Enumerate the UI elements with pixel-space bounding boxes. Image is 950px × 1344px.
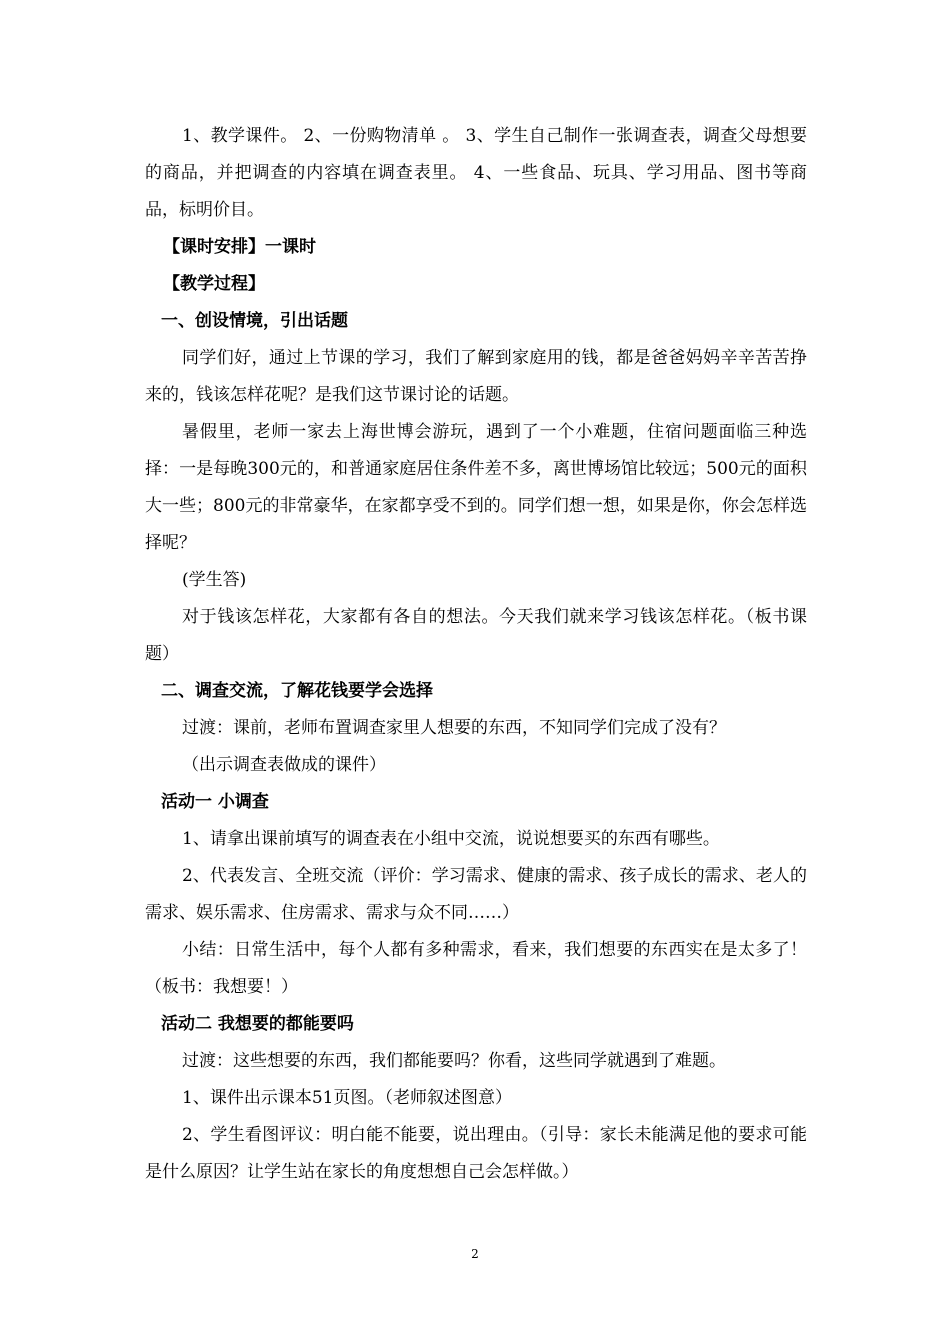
activity-two-heading: 活动二 我想要的都能要吗: [161, 1014, 354, 1034]
story-paragraph: 暑假里，老师一家去上海世博会游玩，遇到了一个小难题，住宿问题面临三种选择：一是每晚300元的，和普通家庭居住条件差不多，离世博场馆比较远；500元的面积大一些；800元的非常豪华，在家都享受不到的。同学们想一想，如果是你，你会怎样选择呢？: [145, 422, 807, 553]
section-one-heading: 一、创设情境，引出话题: [161, 311, 348, 331]
activity-step-one: 1、课件出示课本51页图。（老师叙述图意）: [182, 1088, 512, 1108]
summary-paragraph: 小结：日常生活中，每个人都有多种需求，看来，我们想要的东西实在是太多了！（板书：我想要！）: [145, 940, 807, 997]
topic-paragraph: 对于钱该怎样花，大家都有各自的想法。今天我们就来学习钱该怎样花。（板书课题）: [145, 607, 807, 664]
transition-two-paragraph: 过渡：这些想要的东西，我们都能要吗？你看，这些同学就遇到了难题。: [182, 1051, 726, 1071]
student-answer-paragraph: (学生答): [182, 570, 247, 590]
materials-paragraph: 1、教学课件。 2、一份购物清单 。 3、学生自己制作一张调查表，调查父母想要的商品，并把调查的内容填在调查表里。 4、一些食品、玩具、学习用品、图书等商品，标明价目。: [145, 126, 807, 220]
activity-step-two: 2、学生看图评议：明白能不能要，说出理由。（引导：家长未能满足他的要求可能是什么原因？让学生站在家长的角度想想自己会怎样做。）: [145, 1125, 807, 1182]
survey-step-one: 1、请拿出课前填写的调查表在小组中交流，说说想要买的东西有哪些。: [182, 829, 720, 849]
activity-one-heading: 活动一 小调查: [161, 792, 269, 812]
process-heading: 【教学过程】: [163, 274, 265, 294]
intro-paragraph: 同学们好，通过上节课的学习，我们了解到家庭用的钱，都是爸爸妈妈辛辛苦苦挣来的，钱该怎样花呢？是我们这节课讨论的话题。: [145, 348, 807, 405]
courseware-paragraph: （出示调查表做成的课件）: [182, 755, 386, 775]
page-number: 2: [471, 1247, 479, 1261]
transition-paragraph: 过渡：课前，老师布置调查家里人想要的东西，不知同学们完成了没有？: [182, 718, 726, 738]
document-body: [145, 118, 807, 1191]
section-two-heading: 二、调查交流，了解花钱要学会选择: [161, 681, 433, 701]
schedule-heading: 【课时安排】一课时: [163, 237, 316, 257]
survey-step-two: 2、代表发言、全班交流（评价：学习需求、健康的需求、孩子成长的需求、老人的需求、娱乐需求、住房需求、需求与众不同……）: [145, 866, 807, 923]
